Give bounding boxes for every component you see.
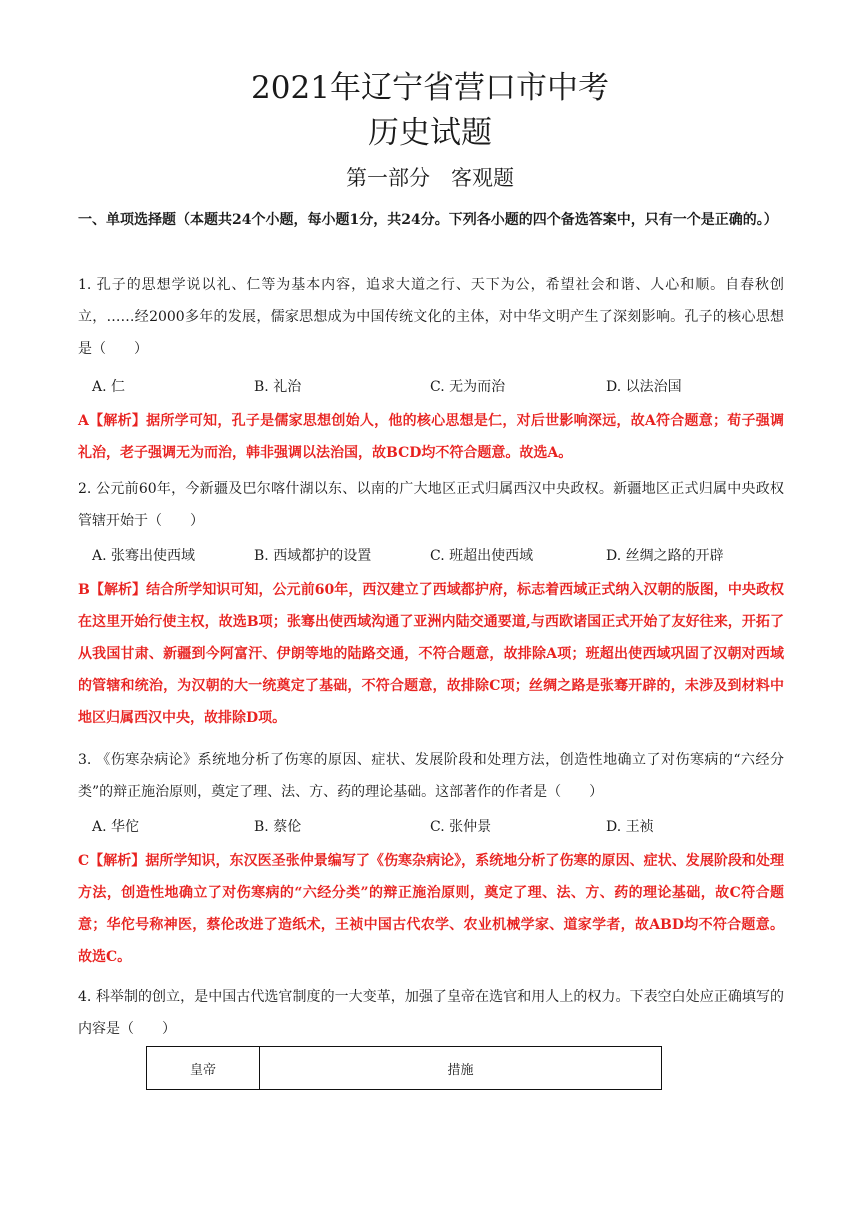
question-3-analysis: C【解析】据所学知识，东汉医圣张仲景编写了《伤寒杂病论》，系统地分析了伤寒的原因、症状、发展阶段和处理方法，创造性地确立了对伤寒病的“六经分类”的辩正施治原则，奠定了理、法、方、药的理论基础，故C符合题意；华佗号称神医，蔡伦改进了造纸术，王祯中国古代农学、农业机械学家、道家学者，故ABD均不符合题意。故选C。 <box>78 853 784 965</box>
question-3-option-a: A. 华佗 <box>92 819 140 835</box>
question-2-option-d: D. 丝绸之路的开辟 <box>606 548 724 564</box>
table-header-row <box>147 1047 662 1090</box>
question-2-option-a: A. 张骞出使西域 <box>92 548 196 564</box>
question-3-options <box>92 811 792 843</box>
question-2-stem: 2. 公元前60年，今新疆及巴尔喀什湖以东、以南的广大地区正式归属西汉中央政权。新疆地区正式归属中央政权管辖开始于（ ） <box>78 481 784 529</box>
question-4-table <box>146 1046 662 1090</box>
question-3-option-b: B. 蔡伦 <box>254 819 302 835</box>
question-3-stem: 3. 《伤寒杂病论》系统地分析了伤寒的原因、症状、发展阶段和处理方法，创造性地确立了对伤寒病的“六经分类”的辩正施治原则，奠定了理、法、方、药的理论基础。这部著作的作者是（ ） <box>78 752 784 800</box>
section-heading: 一、单项选择题（本题共24个小题，每小题1分，共24分。下列各小题的四个备选答案中，只有一个是正确的。） <box>78 212 778 228</box>
question-2-options <box>92 540 792 572</box>
question-2-analysis: B【解析】结合所学知识可知，公元前60年，西汉建立了西域都护府，标志着西域正式纳入汉朝的版图，中央政权在这里开始行使主权，故选B项；张骞出使西域沟通了亚洲内陆交通要道,与西欧诸国正式开始了友好往来，开拓了从我国甘肃、新疆到今阿富汗、伊朗等地的陆路交通，不符合题意，故排除A项；班超出使西域巩固了汉朝对西域的管辖和统治，为汉朝的大一统奠定了基础，不符合题意，故排除C项；丝绸之路是张骞开辟的，未涉及到材料中地区归属西汉中央，故排除D项。 <box>78 582 784 726</box>
question-1-option-c: C. 无为而治 <box>430 379 506 395</box>
question-2-option-c: C. 班超出使西域 <box>430 548 534 564</box>
question-1-option-d: D. 以法治国 <box>606 379 682 395</box>
question-4-stem: 4. 科举制的创立，是中国古代选官制度的一大变革，加强了皇帝在选官和用人上的权力。下表空白处应正确填写的内容是（ ） <box>78 989 784 1037</box>
question-1-option-b: B. 礼治 <box>254 379 302 395</box>
table-header-emperor: 皇帝 <box>147 1047 260 1090</box>
question-1-options <box>92 371 792 403</box>
table-header-measures: 措施 <box>260 1047 662 1090</box>
part-heading: 第一部分 客观题 <box>346 166 514 190</box>
question-1-option-a: A. 仁 <box>92 379 126 395</box>
question-1-stem: 1. 孔子的思想学说以礼、仁等为基本内容，追求大道之行、天下为公，希望社会和谐、人心和顺。自春秋创立，……经2000多年的发展，儒家思想成为中国传统文化的主体，对中华文明产生了深刻影响。孔子的核心思想是（ ） <box>78 277 784 357</box>
question-3-option-c: C. 张仲景 <box>430 819 492 835</box>
question-2-option-b: B. 西域都护的设置 <box>254 548 372 564</box>
exam-subject-title: 历史试题 <box>368 115 492 151</box>
question-1-analysis: A【解析】据所学可知，孔子是儒家思想创始人，他的核心思想是仁，对后世影响深远，故A符合题意；荀子强调礼治，老子强调无为而治，韩非强调以法治国，故BCD均不符合题意。故选A。 <box>78 413 784 461</box>
question-3-option-d: D. 王祯 <box>606 819 654 835</box>
exam-title: 2021年辽宁省营口市中考 <box>251 70 609 106</box>
